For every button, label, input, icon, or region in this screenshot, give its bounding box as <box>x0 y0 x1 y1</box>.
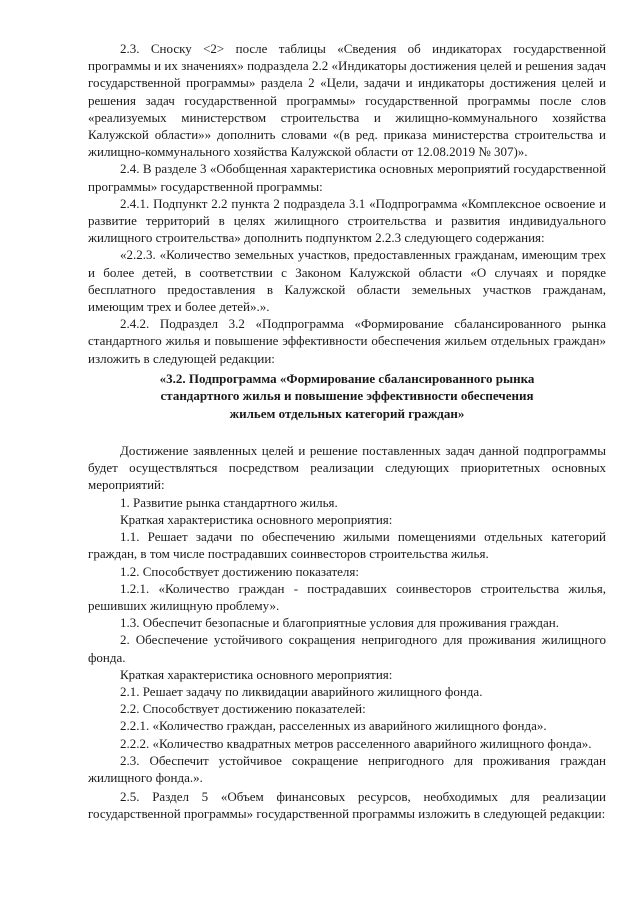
body-item-2-3: 2.3. Обеспечит устойчивое сокращение непригодного для проживания граждан жилищного фонда.». <box>88 752 606 785</box>
body-item-2-2: 2.2. Способствует достижению показателей: <box>120 701 366 717</box>
body-item-1-3: 1.3. Обеспечит безопасные и благоприятные условия для проживания граждан. <box>120 615 560 631</box>
heading-line-1: «3.2. Подпрограмма «Формирование сбалансированного рынка <box>159 370 535 386</box>
paragraph-2-4: 2.4. В разделе 3 «Обобщенная характеристика основных мероприятий государственной программы» государственной программы: <box>88 161 606 194</box>
body-item-2: 2. Обеспечение устойчивого сокращения непригодного для проживания жилищного фонда. <box>88 632 606 665</box>
document-page <box>88 40 606 823</box>
body-paragraph-intro: Достижение заявленных целей и решение поставленных задач данной подпрограммы будет осуществляться посредством реализации следующих приоритетных основных мероприятий: <box>88 443 606 493</box>
body-item-2-2-2: 2.2.2. «Количество квадратных метров расселенного аварийного жилищного фонда». <box>120 735 592 751</box>
paragraph-2-2-3-quote: «2.2.3. «Количество земельных участков, предоставленных гражданам, имеющим трех и более детей, в соответствии с Законом Калужской области «О случаях и порядке бесплатного предоставления в Калужской области земельных участков гражданам, имеющим трех и более детей».». <box>88 247 606 315</box>
body-item-1: 1. Развитие рынка стандартного жилья. <box>120 494 338 510</box>
body-characteristic-1: Краткая характеристика основного мероприятия: <box>120 511 393 527</box>
paragraph-2-5: 2.5. Раздел 5 «Объем финансовых ресурсов, необходимых для реализации государственной программы» государственной программы изложить в следующей редакции: <box>88 789 606 822</box>
paragraph-2-4-2: 2.4.2. Подраздел 3.2 «Подпрограмма «Формирование сбалансированного рынка стандартного жилья и повышение эффективности обеспечения жильем отдельных граждан» изложить в следующей редакции: <box>88 316 606 366</box>
body-characteristic-2: Краткая характеристика основного мероприятия: <box>120 666 393 682</box>
body-item-1-1: 1.1. Решает задачи по обеспечению жилыми помещениями отдельных категорий граждан, в том числе пострадавших соинвесторов строительства жилья. <box>88 529 606 562</box>
body-item-1-2-1: 1.2.1. «Количество граждан - пострадавших соинвесторов строительства жилья, решивших жилищную проблему». <box>88 580 606 613</box>
blank-line <box>88 425 606 442</box>
body-item-1-2: 1.2. Способствует достижению показателя: <box>120 563 360 579</box>
section-heading <box>88 370 606 422</box>
heading-line-2: стандартного жилья и повышение эффективности обеспечения <box>160 388 534 404</box>
paragraph-2-4-1: 2.4.1. Подпункт 2.2 пункта 2 подраздела 3.1 «Подпрограмма «Комплексное освоение и развитие территорий в целях жилищного строительства и развития индивидуального жилищного строительства» дополнить подпунктом 2.2.3 следующего содержания: <box>88 195 606 246</box>
body-item-2-2-1: 2.2.1. «Количество граждан, расселенных из аварийного жилищного фонда». <box>120 718 547 734</box>
heading-line-3: жильем отдельных категорий граждан» <box>229 405 465 421</box>
paragraph-2-3: 2.3. Сноску <2> после таблицы «Сведения об индикаторах государственной программы и их значениях» подраздела 2.2 «Индикаторы достижения целей и решения задач государственной программы» раздела 2 «Цели, задачи и индикаторы достижения целей и решения задач государственной программы» государственной программы после слов «реализуемых министерством строительства и жилищно-коммунального хозяйства Калужской области»» дополнить словами «(в ред. приказа министерства строительства и жилищно-коммунального хозяйства Калужской области от 12.08.2019 № 307)». <box>88 41 606 160</box>
body-item-2-1: 2.1. Решает задачу по ликвидации аварийного жилищного фонда. <box>120 683 483 699</box>
